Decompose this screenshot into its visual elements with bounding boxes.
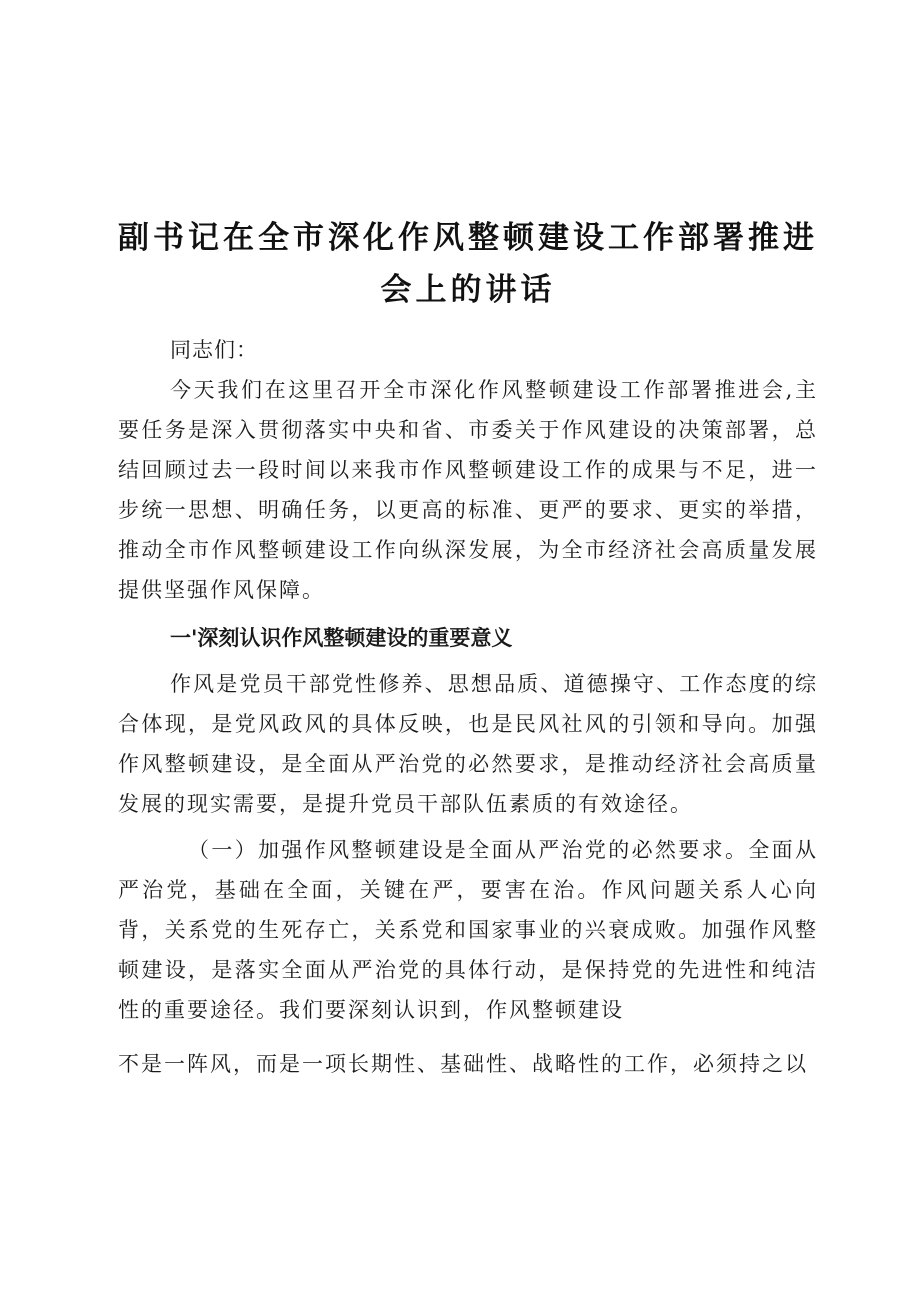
section-heading-1: 一'深刻认识作风整顿建设的重要意义 [170, 626, 513, 650]
intro-paragraph: 今天我们在这里召开全市深化作风整顿建设工作部署推进会,主要任务是深入贯彻落实中央和省、市委关于作风建设的决策部署，总结回顾过去一段时间以来我市作风整顿建设工作的成果与不足，进一步统一思想、明确任务，以更高的标准、更严的要求、更实的举措，推动全市作风整顿建设工作向纵深发展，为全市经济社会高质量发展提供坚强作风保障。 [118, 378, 818, 602]
subsection-1-heading: （一）加强作风整顿建设是全面从严治党的必然要求。 [188, 838, 749, 862]
subsection-1-paragraph [118, 830, 818, 1030]
section-1-paragraph: 作风是党员干部党性修养、思想品质、道德操守、工作态度的综合体现，是党风政风的具体反映，也是民风社风的引领和导向。加强作风整顿建设，是全面从严治党的必然要求，是推动经济社会高质量发展的现实需要，是提升党员干部队伍素质的有效途径。 [118, 672, 818, 816]
document-title: 副书记在全市深化作风整顿建设工作部署推进会上的讲话 [118, 220, 818, 308]
salutation: 同志们： [170, 338, 258, 362]
continued-line: 不是一阵风，而是一项长期性、基础性、战略性的工作，必须持之以 [118, 1052, 808, 1076]
document-page [118, 212, 818, 1084]
subsection-1-body: 全面从严治党，基础在全面，关键在严，要害在治。作风问题关系人心向背，关系党的生死存亡，关系党和国家事业的兴衰成败。加强作风整顿建设，是落实全面从严治党的具体行动，是保持党的先进性和纯洁性的重要途径。我们要深刻认识到，作风整顿建设 [118, 838, 819, 1022]
